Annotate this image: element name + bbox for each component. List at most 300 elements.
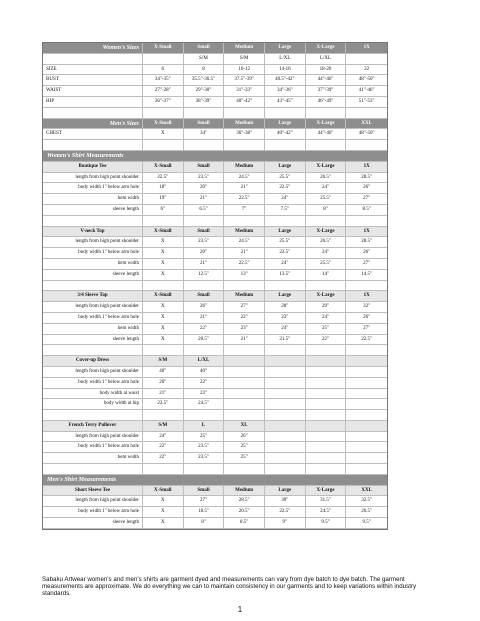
table-cell: 6.5": [184, 205, 225, 215]
table-cell: 48"-50": [358, 77, 375, 83]
table-row: [43, 86, 387, 97]
table-cell: [224, 140, 265, 150]
table-title: Short Sleeve Tee: [43, 486, 143, 496]
row-label: length from high point shoulder: [43, 432, 143, 442]
table-cell: 22.5": [265, 507, 306, 517]
table-cell: S/M: [184, 54, 225, 64]
column-header: Medium: [224, 486, 265, 496]
table-cell: [265, 216, 306, 226]
table-cell: 21": [184, 313, 225, 323]
table-title: French Terry Pullover: [43, 421, 143, 431]
table-cell: [143, 216, 184, 226]
table-title: 3/4 Sleeve Top: [43, 291, 143, 301]
table-cell: 24.5": [224, 173, 265, 183]
table-header-row: [43, 291, 387, 302]
table-row: [43, 75, 387, 86]
table-cell: X: [143, 129, 184, 139]
table-cell: 26.5": [306, 237, 347, 247]
table-cell: 34"-35": [143, 75, 184, 85]
row-label: length from high point shoulder: [43, 302, 143, 312]
table-row: [43, 507, 387, 518]
table-cell: 40"-42": [265, 129, 306, 139]
table-cell: X: [143, 248, 184, 258]
table-cell: 43"-45": [265, 97, 306, 107]
row-label: sleeve length: [43, 518, 143, 528]
table-cell: 26.5": [361, 509, 373, 515]
column-header: L/XL: [184, 356, 225, 366]
table-row: [43, 442, 387, 453]
table-cell: [184, 140, 225, 150]
column-header: [265, 421, 306, 431]
table-cell: 22: [364, 66, 370, 72]
row-label: BUST: [43, 75, 143, 85]
page-number: 1: [237, 605, 243, 614]
table-row: [43, 389, 387, 400]
table-cell: [306, 432, 347, 442]
table-cell: [346, 389, 387, 399]
table-cell: 24": [265, 324, 306, 334]
spacer-row: [43, 464, 387, 475]
table-cell: 27"-28": [143, 86, 184, 96]
table-row: [43, 248, 387, 259]
table-cell: 24": [265, 194, 306, 204]
table-cell: 22": [224, 313, 265, 323]
spacer-row: [43, 410, 387, 421]
table-cell: 13.5": [265, 270, 306, 280]
column-header: Small: [184, 119, 225, 129]
table-cell: 18.5": [184, 507, 225, 517]
table-cell: [265, 464, 306, 474]
table-cell: 18-20: [306, 65, 347, 75]
table-cell: 37.5"-39": [224, 75, 265, 85]
spacer-row: [43, 216, 387, 227]
table-cell: [346, 432, 387, 442]
column-header: Large: [265, 486, 306, 496]
table-cell: 26.5": [306, 173, 347, 183]
table-cell: [143, 140, 184, 150]
column-header: Medium: [224, 119, 265, 129]
table-cell: 27": [363, 325, 371, 331]
table-cell: [265, 453, 306, 463]
table-cell: 22.5": [143, 173, 184, 183]
column-header: X-Small: [143, 43, 184, 53]
table-cell: [346, 345, 387, 355]
table-cell: 37"-39": [306, 86, 347, 96]
table-cell: 44"-46": [306, 75, 347, 85]
table-cell: 23": [184, 389, 225, 399]
table-cell: 25.5": [306, 194, 347, 204]
table-cell: 34"-36": [265, 86, 306, 96]
table-cell: X: [143, 507, 184, 517]
table-cell: [143, 464, 184, 474]
table-cell: 34": [184, 129, 225, 139]
table-cell: [143, 281, 184, 291]
table-cell: 27": [363, 196, 371, 202]
column-header: 1X: [363, 163, 370, 169]
table-cell: X: [143, 496, 184, 506]
table-cell: 21": [224, 183, 265, 193]
table-header-row: [43, 227, 387, 238]
table-cell: 24": [306, 248, 347, 258]
table-row: [43, 432, 387, 443]
table-cell: 8.5": [362, 206, 371, 212]
table-row: [43, 324, 387, 335]
footer-note: Sabaku Artwear women's and men's shirts are garment dyed and measurements can vary from dye batch to dye batch. The garment measurements are approximate. We do everything we can to maintain consistency in our garments and to keep variations within industry standards.: [42, 576, 417, 598]
table-cell: 24.5": [184, 399, 225, 409]
row-label: body width 1" below arm hole: [43, 183, 143, 193]
column-header: X-Small: [143, 486, 184, 496]
row-label: body width 1" below arm hole: [43, 313, 143, 323]
table-cell: 26": [363, 314, 371, 320]
table-cell: 20.5": [224, 507, 265, 517]
table-cell: [224, 378, 265, 388]
table-row: [43, 335, 387, 346]
table-cell: 6": [143, 205, 184, 215]
column-header: [346, 421, 387, 431]
table-cell: 24": [306, 183, 347, 193]
column-header: 1X: [363, 228, 370, 234]
table-cell: 31"-33": [224, 86, 265, 96]
column-header: 1X: [363, 45, 370, 50]
row-label: length from high point shoulder: [43, 173, 143, 183]
column-header: Large: [265, 162, 306, 172]
row-label: hem width: [43, 324, 143, 334]
table-cell: [306, 399, 347, 409]
row-label: body width at waist: [43, 389, 143, 399]
table-cell: 10-12: [224, 65, 265, 75]
table-row: [43, 259, 387, 270]
column-header: X-Large: [306, 119, 347, 129]
table-cell: [143, 410, 184, 420]
table-cell: [346, 54, 387, 64]
table-cell: [224, 410, 265, 420]
column-header: XXL: [361, 487, 372, 493]
table-header-row: [43, 486, 387, 497]
table-cell: X: [143, 237, 184, 247]
column-header: Large: [265, 119, 306, 129]
column-header: X-Small: [143, 119, 184, 129]
spacer-row: [43, 281, 387, 292]
row-label: [43, 345, 143, 355]
row-label: hem width: [43, 194, 143, 204]
table-cell: 24": [306, 313, 347, 323]
table-cell: X: [143, 335, 184, 345]
table-row: [43, 270, 387, 281]
table-cell: 25.5": [265, 173, 306, 183]
table-cell: [306, 281, 347, 291]
table-cell: X: [143, 313, 184, 323]
column-header: Large: [265, 291, 306, 301]
column-header: L: [184, 421, 225, 431]
column-header: [346, 356, 387, 366]
row-label: SIZE: [43, 65, 143, 75]
table-cell: 24": [143, 432, 184, 442]
table-cell: 22.5": [143, 399, 184, 409]
table-cell: 22": [143, 442, 184, 452]
table-cell: 23.5": [184, 453, 225, 463]
row-label: body width 1" below arm hole: [43, 442, 143, 452]
table-header-row: [43, 162, 387, 173]
table-cell: 21": [143, 389, 184, 399]
table-cell: [184, 410, 225, 420]
table-cell: 40.5"-42": [265, 75, 306, 85]
column-header: Medium: [224, 227, 265, 237]
table-cell: [224, 108, 265, 118]
table-cell: [306, 442, 347, 452]
table-cell: 22": [184, 324, 225, 334]
table-cell: 35.5"-36.5": [184, 75, 225, 85]
table-row: [43, 302, 387, 313]
table-cell: 31.5": [306, 496, 347, 506]
column-header: [306, 356, 347, 366]
table-cell: 30": [265, 496, 306, 506]
table-cell: [346, 281, 387, 291]
table-cell: 21": [224, 335, 265, 345]
table-cell: [306, 140, 347, 150]
spacer-row: [43, 140, 387, 151]
table-cell: 14-16: [265, 65, 306, 75]
table-cell: 8": [306, 205, 347, 215]
column-header: Small: [184, 43, 225, 53]
table-cell: [224, 367, 265, 377]
table-cell: 24.5": [306, 507, 347, 517]
column-header: Medium: [224, 43, 265, 53]
table-cell: 6: [143, 65, 184, 75]
table-row: [43, 367, 387, 378]
row-label: [43, 281, 143, 291]
table-cell: [265, 389, 306, 399]
table-cell: [346, 464, 387, 474]
table-cell: 32.5": [361, 498, 373, 504]
table-cell: 26": [224, 432, 265, 442]
row-label: [43, 54, 143, 64]
table-cell: 27": [184, 496, 225, 506]
table-cell: 48"-50": [358, 131, 375, 137]
table-cell: 25.5": [265, 237, 306, 247]
table-cell: 41"-46": [358, 88, 375, 94]
table-header-row: [43, 421, 387, 432]
table-cell: 22": [143, 453, 184, 463]
table-cell: 22.5": [224, 259, 265, 269]
table-cell: [224, 389, 265, 399]
table-cell: [265, 442, 306, 452]
table-cell: 28.5": [361, 174, 373, 180]
table-row: [43, 194, 387, 205]
table-cell: [346, 378, 387, 388]
table-cell: 19": [143, 194, 184, 204]
column-header: Small: [184, 162, 225, 172]
table-cell: 36"-38": [224, 129, 265, 139]
row-label: hem width: [43, 453, 143, 463]
row-label: WAIST: [43, 86, 143, 96]
table-cell: 44"-46": [306, 129, 347, 139]
row-label: body width 1" below arm hole: [43, 507, 143, 517]
table-cell: 40"-42": [224, 97, 265, 107]
column-header: S/M: [143, 356, 184, 366]
column-header: X-Large: [306, 43, 347, 53]
column-header: Large: [265, 43, 306, 53]
table-row: [43, 313, 387, 324]
table-cell: 28.5": [224, 496, 265, 506]
table-cell: 29": [306, 302, 347, 312]
table-row: [43, 54, 387, 65]
table-cell: 23.5": [184, 173, 225, 183]
row-label: sleeve length: [43, 270, 143, 280]
table-cell: 20": [143, 378, 184, 388]
table-cell: 24": [265, 259, 306, 269]
table-row: [43, 237, 387, 248]
table-cell: L/XL: [265, 54, 306, 64]
table-row: [43, 496, 387, 507]
table-cell: 21": [224, 248, 265, 258]
table-cell: [265, 140, 306, 150]
column-header: Small: [184, 291, 225, 301]
column-header: X-Large: [306, 486, 347, 496]
table-cell: 8: [184, 65, 225, 75]
table-cell: [265, 399, 306, 409]
column-header: X-Small: [143, 162, 184, 172]
table-cell: 18": [143, 183, 184, 193]
table-cell: [346, 216, 387, 226]
table-cell: [224, 216, 265, 226]
table-cell: [346, 140, 387, 150]
table-cell: 20.5": [184, 335, 225, 345]
table-cell: 8": [184, 518, 225, 528]
table-row: [43, 97, 387, 108]
table-row: [43, 378, 387, 389]
table-cell: [143, 345, 184, 355]
spacer-row: [43, 108, 387, 119]
table-cell: 26": [363, 250, 371, 256]
table-cell: [143, 108, 184, 118]
row-label: [43, 464, 143, 474]
table-cell: 14.5": [361, 271, 373, 277]
table-cell: [224, 399, 265, 409]
table-cell: [306, 453, 347, 463]
table-cell: 22": [306, 335, 347, 345]
table-cell: 9": [265, 518, 306, 528]
table-cell: 26": [184, 302, 225, 312]
table-cell: 25.5": [306, 259, 347, 269]
table-cell: [306, 216, 347, 226]
table-header-row: [43, 43, 387, 54]
table-header-row: [43, 119, 387, 130]
column-header: X-Large: [306, 291, 347, 301]
table-cell: [184, 216, 225, 226]
table-title: Boutique Tee: [43, 162, 143, 172]
table-cell: 28": [265, 302, 306, 312]
table-cell: 13": [224, 270, 265, 280]
table-cell: 20": [184, 248, 225, 258]
column-header: X-Small: [143, 291, 184, 301]
section-banner: [43, 151, 387, 162]
table-cell: X: [143, 324, 184, 334]
table-cell: [224, 345, 265, 355]
column-header: XXL: [361, 120, 372, 126]
table-cell: 40": [143, 367, 184, 377]
table-cell: 14": [306, 270, 347, 280]
column-header: Medium: [224, 162, 265, 172]
row-label: [43, 140, 143, 150]
table-cell: 12.5": [184, 270, 225, 280]
table-cell: [346, 453, 387, 463]
table-row: [43, 129, 387, 140]
table-row: [43, 65, 387, 76]
column-header: 1X: [363, 293, 370, 299]
row-label: length from high point shoulder: [43, 237, 143, 247]
table-cell: 22.5": [224, 194, 265, 204]
row-label: CHEST: [43, 129, 143, 139]
row-label: sleeve length: [43, 205, 143, 215]
table-title: Men's Sizes: [43, 119, 143, 129]
table-cell: 24.5": [224, 237, 265, 247]
table-title: Women's Sizes: [43, 43, 143, 53]
table-cell: 22": [184, 378, 225, 388]
table-cell: 23.5": [184, 442, 225, 452]
column-header: XL: [224, 421, 265, 431]
table-header-row: [43, 356, 387, 367]
table-cell: 23": [265, 313, 306, 323]
spacer-row: [43, 345, 387, 356]
row-label: hem width: [43, 259, 143, 269]
table-cell: 7": [224, 205, 265, 215]
table-cell: [265, 281, 306, 291]
column-header: Medium: [224, 291, 265, 301]
table-cell: [224, 464, 265, 474]
table-cell: 40": [184, 367, 225, 377]
table-cell: [346, 367, 387, 377]
table-cell: 22.5": [265, 183, 306, 193]
table-cell: 25": [224, 453, 265, 463]
table-row: [43, 205, 387, 216]
table-cell: 29"-30": [184, 86, 225, 96]
column-header: S/M: [143, 421, 184, 431]
column-header: [306, 421, 347, 431]
column-header: [224, 356, 265, 366]
section-title: Women's Shirt Measurements: [47, 151, 124, 159]
table-cell: [306, 367, 347, 377]
table-cell: L/XL: [306, 54, 347, 64]
table-cell: 28.5": [361, 239, 373, 245]
table-cell: [184, 464, 225, 474]
column-header: [265, 356, 306, 366]
table-title: Cover-up Dress: [43, 356, 143, 366]
table-cell: [346, 442, 387, 452]
row-label: [43, 410, 143, 420]
table-cell: 27": [224, 302, 265, 312]
column-header: Small: [184, 486, 225, 496]
table-cell: 21": [184, 259, 225, 269]
table-cell: [306, 389, 347, 399]
table-cell: [346, 399, 387, 409]
table-cell: 22.5": [361, 336, 373, 342]
column-header: Small: [184, 227, 225, 237]
row-label: body width at hip: [43, 399, 143, 409]
row-label: length from high point shoulder: [43, 367, 143, 377]
table-cell: 23": [224, 324, 265, 334]
table-cell: [306, 378, 347, 388]
column-header: X-Large: [306, 227, 347, 237]
table-row: [43, 399, 387, 410]
table-row: [43, 518, 387, 529]
size-chart: [42, 42, 388, 530]
table-cell: [265, 108, 306, 118]
table-row: [43, 173, 387, 184]
table-cell: 36"-37": [143, 97, 184, 107]
row-label: [43, 108, 143, 118]
table-cell: 46"-49": [306, 97, 347, 107]
table-cell: [306, 345, 347, 355]
